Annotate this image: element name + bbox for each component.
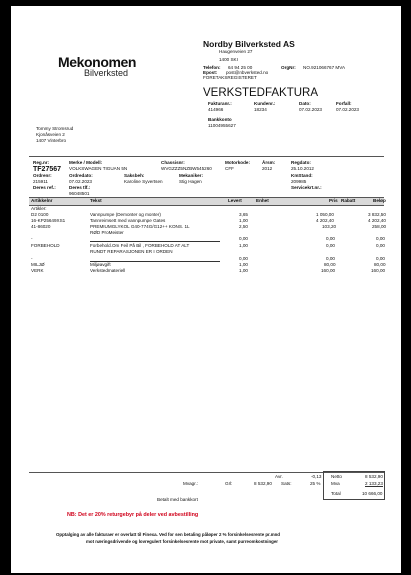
table-row-amount: 3 832,50 (368, 212, 386, 217)
company-address1: Haugenveien 27 (219, 49, 253, 54)
order-label: Ordrenr: (33, 173, 52, 178)
chassis-value: WVGZZZ5NZBW545260 (161, 166, 212, 171)
avr-label: Avr. (275, 474, 283, 479)
logo-subtitle: Bilverksted (84, 68, 129, 78)
col-discount: Rabatt (341, 198, 356, 203)
dato-value: 07.02.2023 (299, 107, 322, 112)
table-row-price: 0,00 (326, 243, 335, 248)
table-row-qty: 1,00 (239, 262, 248, 267)
table-row-artnr: VERK (31, 268, 44, 273)
table-row-text: Forbehold.Om Feil På Bil , FORBEHOLD AT ALT (90, 243, 190, 248)
table-row-price: 160,00 (321, 268, 336, 273)
chassis-label: Chassisnr: (161, 160, 185, 165)
km-value: 209985 (291, 179, 307, 184)
table-row-artnr: - (31, 236, 33, 241)
table-row-amount: 160,00 (371, 268, 386, 273)
mvagr-label: Mvagr.: (183, 481, 199, 486)
invoice-title: VERKSTEDFAKTURA (203, 87, 319, 99)
orgnr-label: OrgNr: (281, 65, 296, 70)
table-row-qty: 1,00 (239, 218, 248, 223)
table-row-qty: 1,00 (239, 243, 248, 248)
avr-value: -0,13 (311, 474, 322, 479)
table-row-artnr: 16-KP25649XS1 (31, 218, 66, 223)
netto-value: 8 532,90 (365, 474, 383, 479)
table-row-price: 0,00 (326, 256, 335, 261)
order-value: 215911 (33, 179, 48, 184)
vehicle-top-rule (29, 156, 384, 157)
reg-label: Reg.nr: (33, 160, 50, 165)
table-row-text-line2: RØD ProMeister (90, 230, 124, 235)
table-row-amount: 0,00 (376, 243, 385, 248)
model-label: Merke / Modell: (69, 160, 103, 165)
table-row-text: Miljøavgift (90, 262, 111, 267)
mechanic-value: Stig Hagen (179, 179, 202, 184)
table-row-price: 80,00 (324, 262, 336, 267)
company-register: FORETAKSREGISTERET (203, 75, 257, 80)
table-row-artnr: D2 0100 (31, 212, 49, 217)
netto-label: Netto (331, 474, 342, 479)
yourtlf-value: 96048501 (69, 191, 90, 196)
forfall-label: Forfall: (336, 101, 352, 106)
table-row-qty: 0,00 (239, 256, 248, 261)
table-row-artnr: FORBEHOLD (31, 243, 60, 248)
fakturanr-value: 414966 (208, 107, 224, 112)
bankkonto-label: Bankkonto (208, 117, 232, 122)
kundenr-label: Kundenr.: (254, 101, 276, 106)
company-name: Nordby Bilverksted AS (203, 39, 295, 49)
year-label: Årsm: (262, 160, 276, 165)
col-text: Tekst (90, 198, 102, 203)
table-row-amount: 258,00 (372, 224, 387, 229)
company-email: post@nbverksted.no (226, 70, 269, 75)
table-row-text-line2: RUNDT REPARASJONEN ER I ORDEN (90, 249, 173, 254)
table-row-qty: 1,00 (239, 268, 248, 273)
company-phone: 64 94 25 00 (228, 65, 253, 70)
orderdate-label: Ordredato: (69, 173, 93, 178)
col-qty: Levert (228, 198, 242, 203)
motor-value: CFF (225, 166, 234, 171)
total-label: Total (331, 491, 341, 496)
invoice-page (11, 6, 401, 573)
grl-label: Grl: (225, 481, 233, 486)
customer-name: Tommy Stromsrud (36, 126, 74, 131)
reg-value: TF27567 (33, 166, 62, 173)
regdate-label: Regdato: (291, 160, 311, 165)
phone-label: Telefon: (203, 65, 221, 70)
table-row-artnr: 41-86020 (31, 224, 51, 229)
km-label: KmStand: (291, 173, 313, 178)
table-row-amount: 0,00 (376, 236, 385, 241)
cancellation-notice: NB: Det er 20% returgebyr på deler ved avbestilling (67, 512, 199, 518)
yourref-label: Deres ref.: (33, 185, 56, 190)
col-unit: Enhet (256, 198, 269, 203)
table-row-price: 1 050,00 (316, 212, 334, 217)
mechanic-label: Mekaniker: (179, 173, 204, 178)
motor-label: Motorkode: (225, 160, 251, 165)
logo-brand: Mekonomen (58, 54, 137, 70)
grl-value: 8 532,90 (254, 481, 272, 486)
table-row-text: PREMIUMGLYKOL G40-774G/G12++ KONS. 1L (90, 224, 190, 229)
mva-value: 2 133,23 (365, 481, 383, 486)
total-value: 10 666,00 (362, 491, 383, 496)
row-separator-line (90, 241, 220, 242)
table-row-qty: 2,50 (239, 224, 248, 229)
yourtlf-label: Deres tlf.: (69, 185, 91, 190)
model-value: VOLKSWAGEN TIGUAN 5N (69, 166, 128, 171)
bankkonto-value: 11004955627 (208, 123, 236, 128)
section-label: Artikler: (31, 206, 47, 211)
table-row-amount: 0,00 (376, 256, 385, 261)
mva-label: Mva (331, 481, 340, 486)
dato-label: Dato: (299, 101, 311, 106)
fakturanr-label: Fakturanr.: (208, 101, 232, 106)
regdate-value: 25.10.2012 (291, 166, 314, 171)
table-row-artnr: MILJØ (31, 262, 45, 267)
sats-value: 25 % (310, 481, 321, 486)
orderdate-value: 07.02.2023 (69, 179, 92, 184)
company-orgnr: NO.921066767 MVA (303, 65, 346, 70)
servicekrt-label: Servicekrt.nr.: (291, 185, 322, 190)
kundenr-value: 18234 (254, 107, 267, 112)
table-row-artnr: - (31, 256, 33, 261)
table-row-price: 103,20 (322, 224, 337, 229)
handler-value: Karoline Syvertsen (124, 179, 163, 184)
table-row-price: 0,00 (326, 236, 335, 241)
table-row-amount: 4 202,40 (368, 218, 386, 223)
year-value: 2012 (262, 166, 273, 171)
legal-line-1: Opptalging av alle fakturaer er overlatt til Finexa. Ved for sen betaling påløper 2 % forsinkelsesrente pr.mnd (56, 532, 280, 537)
col-artnr: Artikkelnr (31, 198, 53, 203)
legal-line-2: mot næringsdrivende og lovregulert forsinkelsesrente mot private, samt purreomkostninger (86, 539, 279, 544)
customer-city: 1407 Vinterbro (36, 138, 67, 143)
customer-street: Kjonåsveien 2 (36, 132, 65, 137)
table-row-text: Tannreimsett med vannpumpe Gates (90, 218, 166, 223)
table-row-amount: 80,00 (374, 262, 386, 267)
company-address2: 1400 SKI (219, 57, 238, 62)
table-row-text: Verkstedmateriell (90, 268, 126, 273)
table-row-qty: 0,00 (239, 236, 248, 241)
email-label: Epost: (203, 70, 218, 75)
col-amount: Beløp (373, 198, 386, 203)
sats-label: Sats: (281, 481, 292, 486)
table-row-price: 4 202,40 (316, 218, 334, 223)
col-price: Pris (329, 198, 338, 203)
forfall-value: 07.02.2023 (336, 107, 359, 112)
payment-note: Betalt med bankkort (157, 497, 198, 502)
handler-label: Saksbeh: (124, 173, 145, 178)
table-row-text: Vannpumpe (Demonter og monter) (90, 212, 161, 217)
table-row-qty: 3,65 (239, 212, 248, 217)
